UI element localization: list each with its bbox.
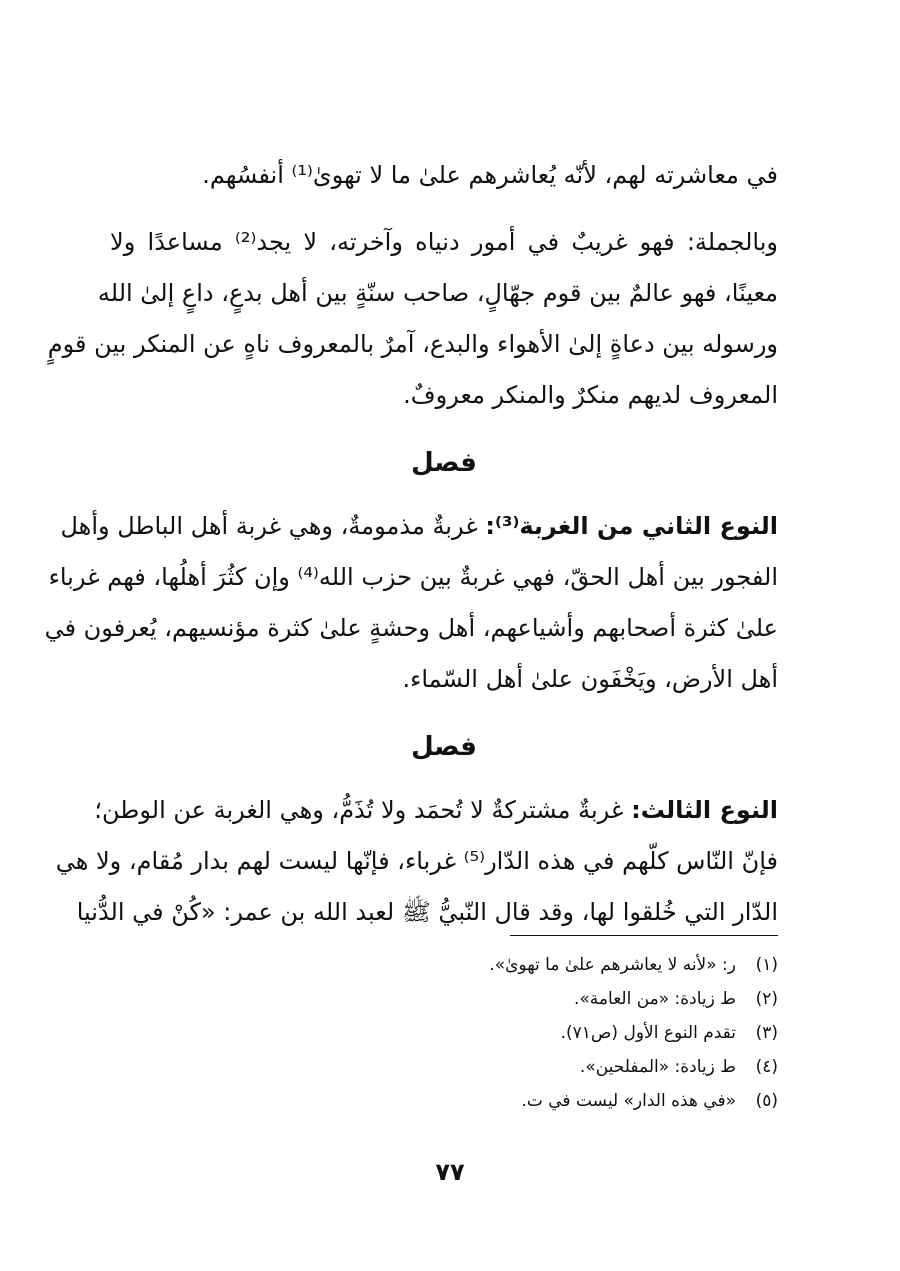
footnote-number: (١)	[755, 955, 778, 975]
footnote	[110, 1016, 778, 1050]
footnote-text: ط زيادة: «المفلحين».	[579, 1057, 736, 1077]
text-line: الدّار التي خُلقوا لها، وقد قال النّبيُّ ﷺ لعبد الله بن عمر: «كُنْ في الدُّنيا	[76, 898, 778, 926]
footnote-divider	[510, 935, 778, 936]
text-line	[94, 785, 778, 836]
text-line: الفجور بين أهل الحقّ، فهي غربةٌ بين حزب الله⁽⁴⁾ وإن كثُرَ أهلُها، فهم غرباء	[48, 563, 778, 591]
page-number: ٧٧	[435, 1158, 465, 1186]
footnote	[110, 982, 778, 1016]
section-heading: فصل	[411, 448, 477, 478]
footnote-number: (٣)	[755, 1023, 778, 1043]
footnote-number: (٤)	[755, 1057, 778, 1077]
text-line: في معاشرته لهم، لأنّه يُعاشرهم علىٰ ما لا تهوىٰ⁽¹⁾ أنفسُهم.	[202, 161, 778, 189]
footnote-number: (٥)	[755, 1091, 778, 1111]
paragraph-4	[55, 785, 778, 938]
text-line: علىٰ كثرة أصحابهم وأشياعهم، أهل وحشةٍ علىٰ كثرة مؤنسيهم، يُعرفون في	[44, 614, 778, 642]
footnote	[110, 948, 778, 982]
footnotes	[110, 948, 778, 1118]
text-run: غربةٌ مذمومةٌ، وهي غربة أهل الباطل وأهل	[60, 512, 486, 540]
text-line: معينًا، فهو عالمٌ بين قوم جهّالٍ، صاحب سنّةٍ بين أهل بدعٍ، داعٍ إلىٰ الله	[97, 279, 778, 307]
text-run: غربةٌ مشتركةٌ لا تُحمَد ولا تُذَمُّ، وهي الغربة عن الوطن؛	[94, 796, 632, 824]
paragraph-2	[47, 217, 778, 421]
footnote-number: (٢)	[755, 989, 778, 1009]
paragraph-3	[44, 501, 778, 705]
text-line: وبالجملة: فهو غريبٌ في أمور دنياه وآخرته، لا يجد⁽²⁾ مساعدًا ولا	[110, 228, 778, 256]
footnote	[110, 1084, 778, 1118]
footnote-text: ط زيادة: «من العامة».	[573, 989, 736, 1009]
footnote-text: «في هذه الدار» ليست في ت.	[521, 1091, 736, 1111]
footnote-text: تقدم النوع الأول (ص٧١).	[560, 1023, 736, 1043]
text-line: المعروف لديهم منكرٌ والمنكر معروفٌ.	[403, 381, 778, 409]
section-heading: فصل	[411, 732, 477, 762]
paragraph-1	[110, 150, 778, 201]
paragraph-lead: النوع الثالث:	[631, 796, 778, 824]
footnote	[110, 1050, 778, 1084]
text-line: ورسوله بين دعاةٍ إلىٰ الأهواء والبدع، آمرٌ بالمعروف ناهٍ عن المنكر بين قومٍ	[47, 330, 778, 358]
text-line: أهل الأرض، ويَخْفَون علىٰ أهل السّماء.	[402, 665, 778, 693]
text-line	[60, 501, 778, 552]
page-body	[44, 150, 778, 938]
paragraph-lead: النوع الثاني من الغربة⁽³⁾:	[485, 512, 778, 540]
text-line: فإنّ النّاس كلّهم في هذه الدّار⁽⁵⁾ غرباء، فإنّها ليست لهم بدار مُقام، ولا هي	[55, 847, 778, 875]
footnote-text: ر: «لأنه لا يعاشرهم علىٰ ما تهوىٰ».	[489, 955, 736, 975]
